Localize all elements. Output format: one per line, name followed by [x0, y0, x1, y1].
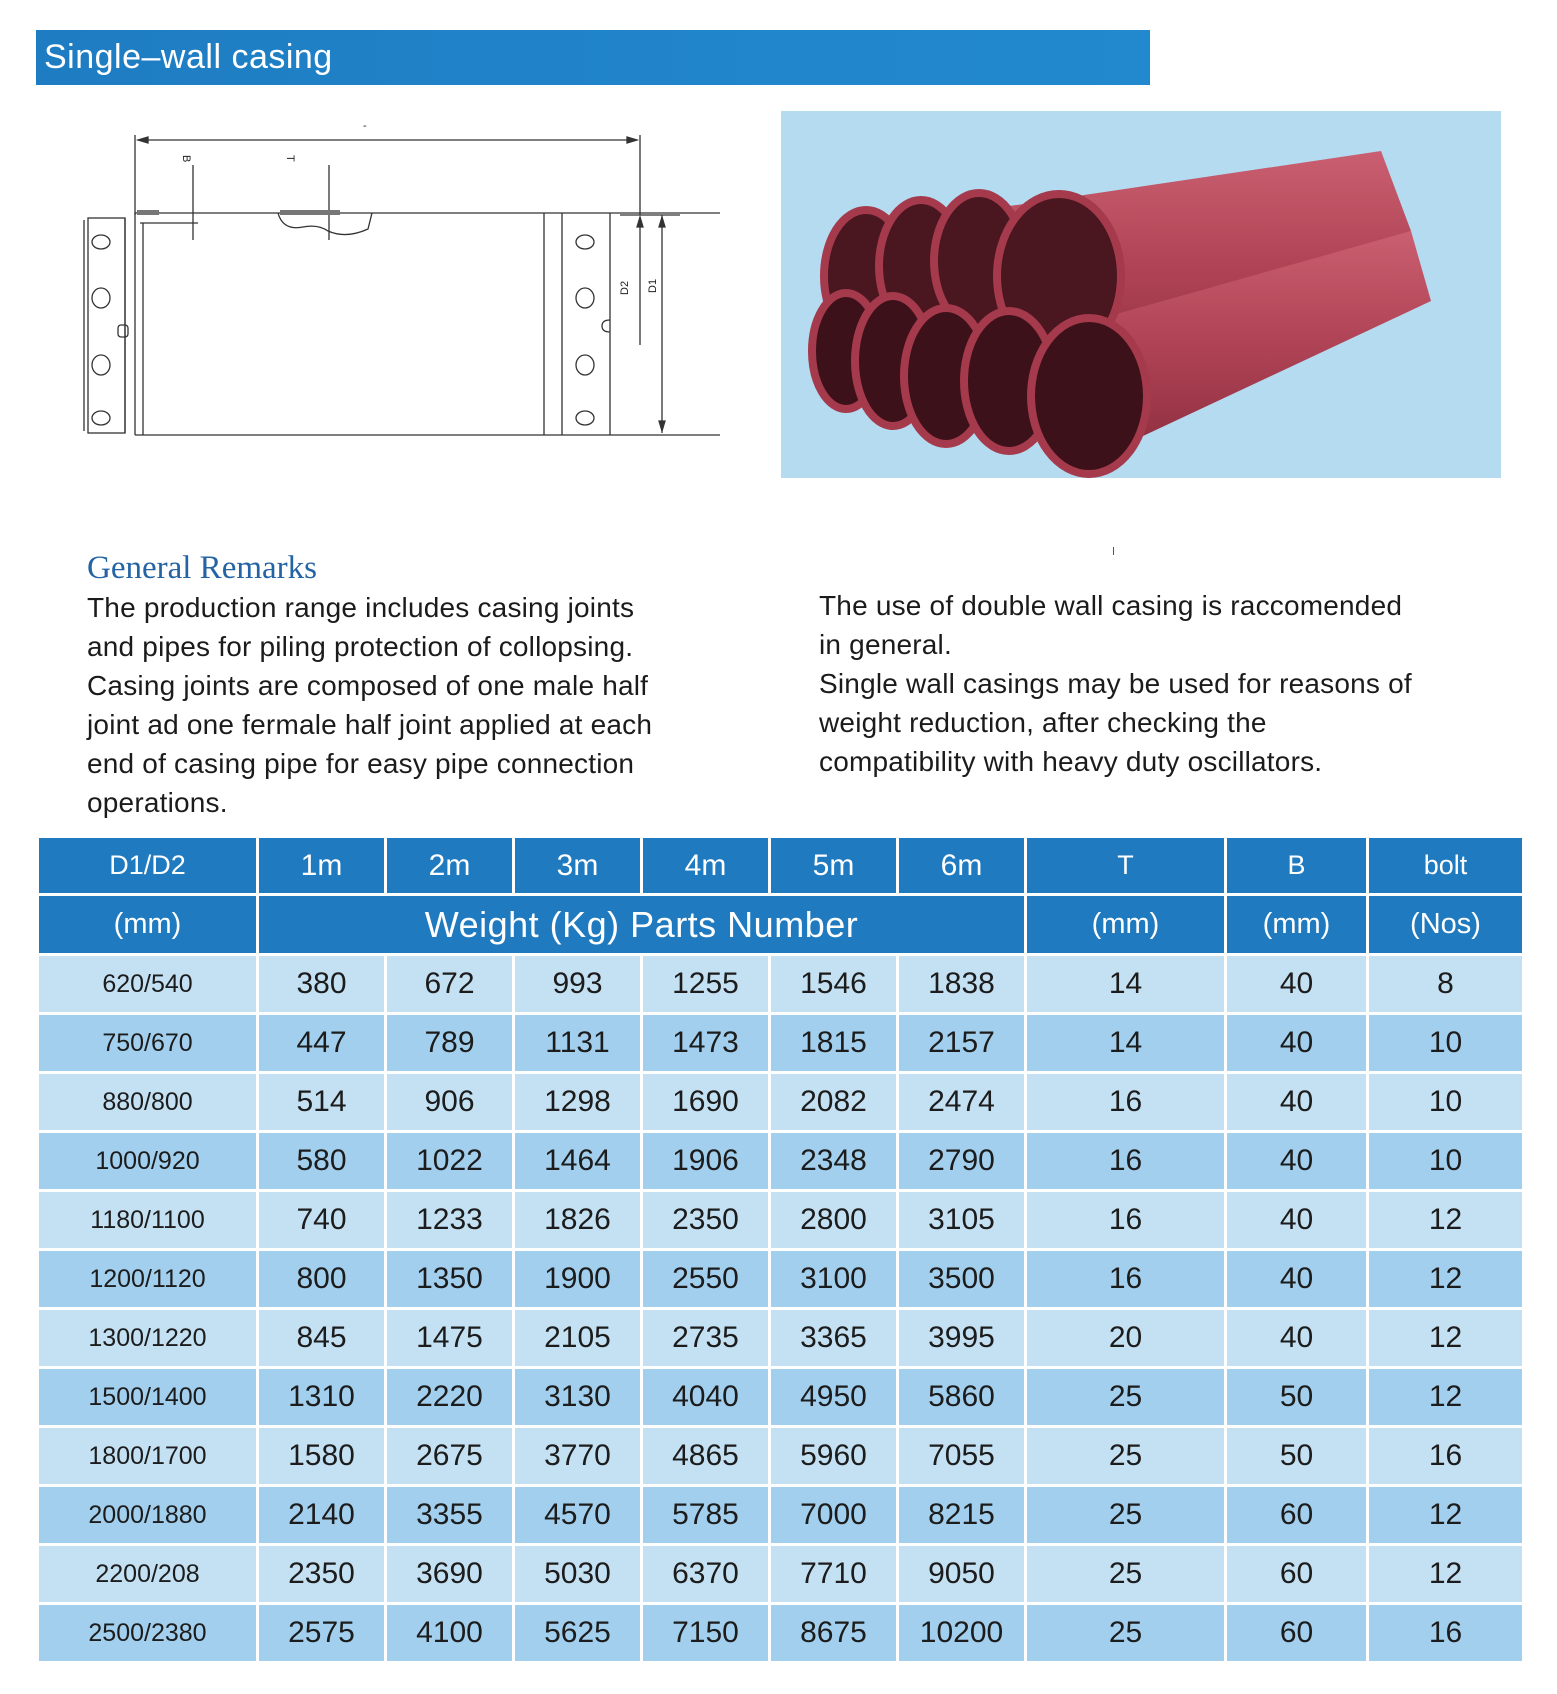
table-cell: 1546 — [770, 955, 898, 1014]
pipe-stack-illustration — [781, 111, 1501, 478]
table-cell: 1838 — [898, 955, 1026, 1014]
table-cell: 3365 — [770, 1309, 898, 1368]
table-cell: 1473 — [642, 1014, 770, 1073]
table-cell: 7055 — [898, 1427, 1026, 1486]
table-row — [38, 1073, 1524, 1132]
table-cell: 12 — [1368, 1250, 1524, 1309]
table-cell: 1310 — [258, 1368, 386, 1427]
unit-b: (mm) — [1226, 895, 1368, 955]
table-cell: 16 — [1368, 1604, 1524, 1663]
table-cell: 40 — [1226, 1250, 1368, 1309]
cell-diameter: 1180/1100 — [38, 1191, 258, 1250]
table-cell: 3995 — [898, 1309, 1026, 1368]
table-cell: 993 — [514, 955, 642, 1014]
cell-diameter: 1200/1120 — [38, 1250, 258, 1309]
table-cell: 10 — [1368, 1073, 1524, 1132]
table-row — [38, 1368, 1524, 1427]
table-cell: 8215 — [898, 1486, 1026, 1545]
table-cell: 3500 — [898, 1250, 1026, 1309]
table-cell: 4865 — [642, 1427, 770, 1486]
casing-technical-drawing — [80, 115, 740, 455]
col-header-d1d2: D1/D2 — [38, 837, 258, 895]
table-cell: 800 — [258, 1250, 386, 1309]
table-cell: 10 — [1368, 1014, 1524, 1073]
casing-pipes-photo — [781, 111, 1501, 478]
table-cell: 10200 — [898, 1604, 1026, 1663]
weight-header: Weight (Kg) Parts Number — [258, 895, 1026, 955]
table-cell: 3105 — [898, 1191, 1026, 1250]
table-cell: 40 — [1226, 1191, 1368, 1250]
table-cell: 447 — [258, 1014, 386, 1073]
table-cell: 2348 — [770, 1132, 898, 1191]
table-cell: 12 — [1368, 1368, 1524, 1427]
table-cell: 40 — [1226, 1132, 1368, 1191]
note-line: weight reduction, after checking the — [819, 707, 1267, 738]
table-cell: 1690 — [642, 1073, 770, 1132]
table-cell: 2800 — [770, 1191, 898, 1250]
table-cell: 514 — [258, 1073, 386, 1132]
table-row — [38, 1309, 1524, 1368]
table-cell: 40 — [1226, 1309, 1368, 1368]
svg-text:D2: D2 — [619, 280, 631, 295]
table-cell: 1350 — [386, 1250, 514, 1309]
table-cell: 8 — [1368, 955, 1524, 1014]
table-cell: 845 — [258, 1309, 386, 1368]
table-cell: 1826 — [514, 1191, 642, 1250]
table-cell: 50 — [1226, 1368, 1368, 1427]
page-title: Single–wall casing — [44, 38, 333, 76]
table-cell: 4040 — [642, 1368, 770, 1427]
table-cell: 14 — [1026, 955, 1226, 1014]
table-cell: 740 — [258, 1191, 386, 1250]
table-cell: 2082 — [770, 1073, 898, 1132]
table-cell: 789 — [386, 1014, 514, 1073]
table-cell: 12 — [1368, 1191, 1524, 1250]
table-cell: 1131 — [514, 1014, 642, 1073]
table-row — [38, 1604, 1524, 1663]
table-cell: 3690 — [386, 1545, 514, 1604]
remarks-line: and pipes for piling protection of collopsing. — [87, 631, 634, 662]
table-row — [38, 955, 1524, 1014]
table-cell: 10 — [1368, 1132, 1524, 1191]
table-cell: 5030 — [514, 1545, 642, 1604]
table-cell: 4100 — [386, 1604, 514, 1663]
svg-text:B: B — [180, 155, 192, 163]
table-cell: 1580 — [258, 1427, 386, 1486]
cell-diameter: 750/670 — [38, 1014, 258, 1073]
table-cell: 672 — [386, 955, 514, 1014]
col-header-1m: 1m — [258, 837, 386, 895]
table-cell: 2575 — [258, 1604, 386, 1663]
cell-diameter: 1500/1400 — [38, 1368, 258, 1427]
table-cell: 3100 — [770, 1250, 898, 1309]
table-cell: 906 — [386, 1073, 514, 1132]
table-cell: 5785 — [642, 1486, 770, 1545]
col-header-3m: 3m — [514, 837, 642, 895]
note-line: compatibility with heavy duty oscillators. — [819, 746, 1323, 777]
table-cell: 12 — [1368, 1486, 1524, 1545]
table-cell: 1022 — [386, 1132, 514, 1191]
table-cell: 380 — [258, 955, 386, 1014]
table-cell: 16 — [1026, 1132, 1226, 1191]
table-cell: 40 — [1226, 1073, 1368, 1132]
remarks-line: The production range includes casing joints — [87, 592, 635, 623]
table-cell: 2790 — [898, 1132, 1026, 1191]
table-cell: 5860 — [898, 1368, 1026, 1427]
remarks-line: joint ad one fermale half joint applied at each — [87, 709, 653, 740]
table-cell: 1233 — [386, 1191, 514, 1250]
table-cell: 25 — [1026, 1427, 1226, 1486]
table-cell: 40 — [1226, 1014, 1368, 1073]
table-cell: 60 — [1226, 1545, 1368, 1604]
table-cell: 25 — [1026, 1545, 1226, 1604]
col-header-4m: 4m — [642, 837, 770, 895]
cell-diameter: 2000/1880 — [38, 1486, 258, 1545]
col-header-5m: 5m — [770, 837, 898, 895]
table-cell: 25 — [1026, 1486, 1226, 1545]
remarks-line: operations. — [87, 787, 228, 818]
table-cell: 25 — [1026, 1368, 1226, 1427]
table-row — [38, 1132, 1524, 1191]
cell-diameter: 620/540 — [38, 955, 258, 1014]
note-line: Single wall casings may be used for reasons of — [819, 668, 1412, 699]
general-remarks-section — [87, 548, 727, 822]
note-line: in general. — [819, 629, 952, 660]
remarks-heading: General Remarks — [87, 550, 317, 586]
table-row — [38, 1545, 1524, 1604]
table-cell: 7150 — [642, 1604, 770, 1663]
table-cell: 60 — [1226, 1486, 1368, 1545]
table-cell: 1298 — [514, 1073, 642, 1132]
table-cell: 7710 — [770, 1545, 898, 1604]
table-cell: 2350 — [642, 1191, 770, 1250]
cell-diameter: 1000/920 — [38, 1132, 258, 1191]
table-cell: 4570 — [514, 1486, 642, 1545]
table-cell: 1900 — [514, 1250, 642, 1309]
table-cell: 5960 — [770, 1427, 898, 1486]
table-cell: 16 — [1368, 1427, 1524, 1486]
table-cell: 580 — [258, 1132, 386, 1191]
table-cell: 2105 — [514, 1309, 642, 1368]
col-header-b: B — [1226, 837, 1368, 895]
cell-diameter: 2500/2380 — [38, 1604, 258, 1663]
note-line: The use of double wall casing is raccomended — [819, 590, 1403, 621]
table-row — [38, 1191, 1524, 1250]
table-header-row — [38, 837, 1524, 895]
table-cell: 12 — [1368, 1545, 1524, 1604]
table-cell: 7000 — [770, 1486, 898, 1545]
table-cell: 14 — [1026, 1014, 1226, 1073]
table-cell: 1464 — [514, 1132, 642, 1191]
table-cell: 3770 — [514, 1427, 642, 1486]
table-cell: 2140 — [258, 1486, 386, 1545]
col-header-6m: 6m — [898, 837, 1026, 895]
table-cell: 25 — [1026, 1604, 1226, 1663]
table-cell: 9050 — [898, 1545, 1026, 1604]
table-cell: 3130 — [514, 1368, 642, 1427]
table-cell: 40 — [1226, 955, 1368, 1014]
table-cell: 2675 — [386, 1427, 514, 1486]
table-cell: 1906 — [642, 1132, 770, 1191]
table-row — [38, 1486, 1524, 1545]
table-body — [38, 955, 1524, 1663]
svg-text:-: - — [363, 120, 367, 132]
table-cell: 1475 — [386, 1309, 514, 1368]
table-cell: 6370 — [642, 1545, 770, 1604]
cell-diameter: 2200/208 — [38, 1545, 258, 1604]
table-cell: 16 — [1026, 1250, 1226, 1309]
unit-t: (mm) — [1026, 895, 1226, 955]
table-cell: 8675 — [770, 1604, 898, 1663]
table-cell: 5625 — [514, 1604, 642, 1663]
table-cell: 16 — [1026, 1191, 1226, 1250]
table-cell: 16 — [1026, 1073, 1226, 1132]
table-unit-row — [38, 895, 1524, 955]
table-cell: 2157 — [898, 1014, 1026, 1073]
table-cell: 2550 — [642, 1250, 770, 1309]
table-cell: 4950 — [770, 1368, 898, 1427]
col-header-t: T — [1026, 837, 1226, 895]
svg-text:D1: D1 — [647, 278, 659, 293]
cell-diameter: 1300/1220 — [38, 1309, 258, 1368]
table-cell: 2350 — [258, 1545, 386, 1604]
svg-text:T: T — [284, 155, 296, 162]
table-row — [38, 1014, 1524, 1073]
table-cell: 3355 — [386, 1486, 514, 1545]
remarks-line: Casing joints are composed of one male half — [87, 670, 649, 701]
casing-spec-table — [36, 835, 1525, 1664]
col-header-2m: 2m — [386, 837, 514, 895]
table-row — [38, 1250, 1524, 1309]
table-cell: 2220 — [386, 1368, 514, 1427]
section-title-bar — [36, 30, 1150, 85]
table-cell: 1255 — [642, 955, 770, 1014]
table-cell: 2474 — [898, 1073, 1026, 1132]
unit-bolt: (Nos) — [1368, 895, 1524, 955]
table-cell: 12 — [1368, 1309, 1524, 1368]
remarks-line: end of casing pipe for easy pipe connection — [87, 748, 635, 779]
table-cell: 2735 — [642, 1309, 770, 1368]
table-cell: 60 — [1226, 1604, 1368, 1663]
table-row — [38, 1427, 1524, 1486]
table-cell: 50 — [1226, 1427, 1368, 1486]
cell-diameter: 880/800 — [38, 1073, 258, 1132]
double-wall-note — [819, 586, 1499, 781]
table-cell: 20 — [1026, 1309, 1226, 1368]
unit-d1d2: (mm) — [38, 895, 258, 955]
col-header-bolt: bolt — [1368, 837, 1524, 895]
stray-mark — [1113, 547, 1114, 555]
cell-diameter: 1800/1700 — [38, 1427, 258, 1486]
table-cell: 1815 — [770, 1014, 898, 1073]
